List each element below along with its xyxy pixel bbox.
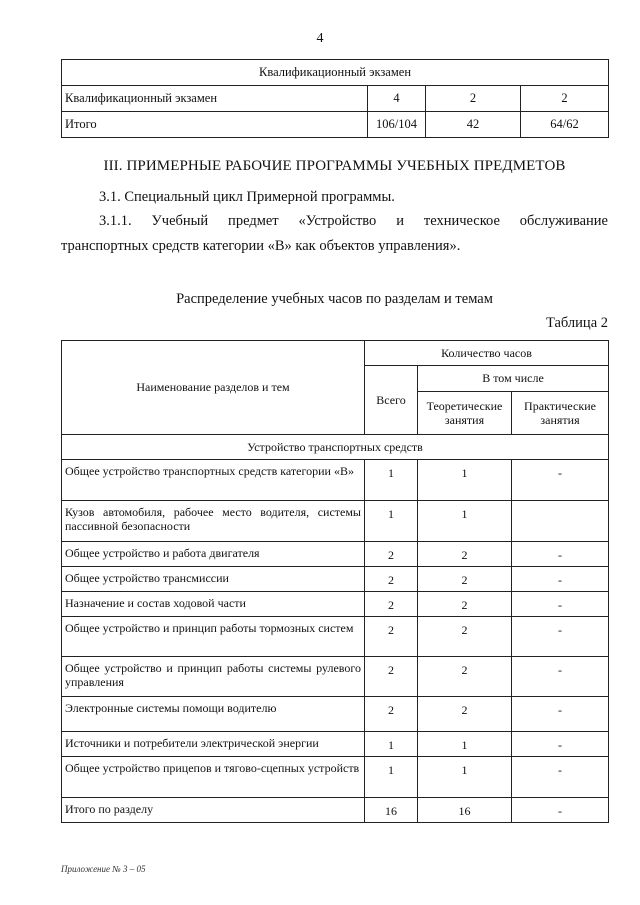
- topic-practice: -: [512, 732, 609, 757]
- table-row: [62, 112, 609, 138]
- subject-title-line2: транспортных средств категории «В» как объектов управления».: [61, 238, 461, 254]
- topic-total: 1: [365, 501, 418, 542]
- table-row: [62, 86, 609, 112]
- topic-practice: -: [512, 592, 609, 617]
- topic-total: 16: [365, 798, 418, 823]
- table-row: [62, 592, 609, 617]
- row-value-practice: 2: [521, 86, 609, 112]
- topic-theory: 1: [418, 757, 512, 798]
- table-row: [62, 460, 609, 501]
- row-value-total: 4: [368, 86, 426, 112]
- header-theory: Теоретические занятия: [418, 392, 512, 435]
- table-row: [62, 697, 609, 732]
- table-row: [62, 657, 609, 697]
- topic-practice: -: [512, 757, 609, 798]
- footer-note: Приложение № 3 – 05: [61, 864, 146, 874]
- topic-theory: 16: [418, 798, 512, 823]
- page-number: 4: [316, 31, 324, 46]
- topic-total: 2: [365, 567, 418, 592]
- topic-name: Кузов автомобиля, рабочее место водителя, системы пассивной безопасности: [62, 501, 365, 542]
- exam-summary-table: [61, 59, 609, 138]
- topic-theory: 2: [418, 567, 512, 592]
- row-value-practice: 64/62: [521, 112, 609, 138]
- exam-table-title: Квалификационный экзамен: [62, 60, 609, 86]
- topic-name: Назначение и состав ходовой части: [62, 592, 365, 617]
- topic-total: 1: [365, 757, 418, 798]
- topic-name: Общее устройство трансмиссии: [62, 567, 365, 592]
- table-row: [62, 501, 609, 542]
- topic-practice: -: [512, 798, 609, 823]
- topic-theory: 1: [418, 501, 512, 542]
- topic-name: Итого по разделу: [62, 798, 365, 823]
- topic-practice: -: [512, 567, 609, 592]
- table-row: [62, 732, 609, 757]
- table-label: Таблица 2: [545, 315, 608, 331]
- topic-practice: -: [512, 460, 609, 501]
- topic-theory: 2: [418, 617, 512, 657]
- topic-name: Общее устройство транспортных средств категории «В»: [62, 460, 365, 501]
- topic-name: Общее устройство и работа двигателя: [62, 542, 365, 567]
- topic-name: Общее устройство и принцип работы системы рулевого управления: [62, 657, 365, 697]
- table-row: [62, 798, 609, 823]
- topic-practice: -: [512, 617, 609, 657]
- topic-total: 2: [365, 592, 418, 617]
- topic-total: 2: [365, 617, 418, 657]
- topic-total: 1: [365, 732, 418, 757]
- hours-distribution-table: [61, 340, 609, 823]
- topic-total: 2: [365, 542, 418, 567]
- header-hours: Количество часов: [365, 341, 609, 366]
- header-including: В том числе: [418, 366, 609, 392]
- table-row: [62, 567, 609, 592]
- topic-theory: 2: [418, 697, 512, 732]
- topic-theory: 1: [418, 732, 512, 757]
- topic-practice: -: [512, 697, 609, 732]
- topic-name: Общее устройство и принцип работы тормозных систем: [62, 617, 365, 657]
- row-name: Квалификационный экзамен: [62, 86, 368, 112]
- table-row: [62, 617, 609, 657]
- topic-name: Источники и потребители электрической энергии: [62, 732, 365, 757]
- topic-total: 1: [365, 460, 418, 501]
- topic-practice: [512, 501, 609, 542]
- topic-theory: 2: [418, 542, 512, 567]
- header-name-column: Наименование разделов и тем: [62, 341, 365, 435]
- topic-practice: -: [512, 542, 609, 567]
- topic-total: 2: [365, 697, 418, 732]
- subsection-heading: 3.1. Специальный цикл Примерной программы.: [99, 189, 395, 205]
- table-row: [62, 542, 609, 567]
- topic-theory: 2: [418, 657, 512, 697]
- header-practice: Практические занятия: [512, 392, 609, 435]
- section-title-row: Устройство транспортных средств: [62, 435, 609, 460]
- row-name: Итого: [62, 112, 368, 138]
- topic-name: Электронные системы помощи водителю: [62, 697, 365, 732]
- topic-practice: -: [512, 657, 609, 697]
- topic-total: 2: [365, 657, 418, 697]
- distribution-heading: Распределение учебных часов по разделам и темам: [176, 291, 493, 307]
- topic-theory: 1: [418, 460, 512, 501]
- row-value-theory: 2: [426, 86, 521, 112]
- header-total: Всего: [365, 366, 418, 435]
- section-heading: III. ПРИМЕРНЫЕ РАБОЧИЕ ПРОГРАММЫ УЧЕБНЫХ ПРЕДМЕТОВ: [103, 158, 566, 174]
- topic-name: Общее устройство прицепов и тягово-сцепных устройств: [62, 757, 365, 798]
- row-value-total: 106/104: [368, 112, 426, 138]
- topic-theory: 2: [418, 592, 512, 617]
- subject-title-line1: 3.1.1. Учебный предмет «Устройство и техническое обслуживание: [99, 213, 608, 229]
- table-row: [62, 757, 609, 798]
- row-value-theory: 42: [426, 112, 521, 138]
